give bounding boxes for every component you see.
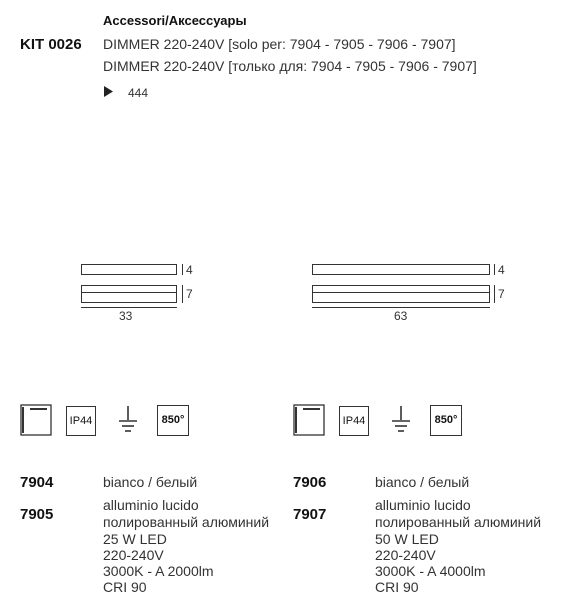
small-dim-line-top [182,264,183,275]
power-spec: 50 W LED [375,531,439,547]
product-code: 7907 [293,506,327,523]
small-dim-line-bottom [182,285,183,303]
light-spec: 3000K - A 2000lm [103,563,214,579]
light-spec: 3000K - A 4000lm [375,563,486,579]
ground-icon [389,404,413,438]
small-height-bottom-label: 7 [186,287,193,301]
large-height-top-label: 4 [498,263,505,277]
ref-number: 444 [128,86,149,100]
large-fixture-side-view [312,285,490,303]
glow-wire-badge [157,405,189,436]
large-height-bottom-label: 7 [498,287,505,301]
small-height-top-label: 4 [186,263,193,277]
ip-rating-badge [66,406,96,436]
voltage-spec: 220-240V [103,547,164,563]
small-fixture-side-view [81,285,177,303]
ip-rating-label: IP44 [342,415,366,427]
dimmer-text-it: DIMMER 220-240V [solo per: 7904 - 7905 - 7906 - 7907] [103,36,456,52]
finish-aluminium-it: alluminio lucido [103,497,199,513]
product-code: 7905 [20,506,54,523]
finish-aluminium-ru: полированный алюминий [375,514,542,530]
small-dim-line-width [81,307,177,308]
large-dim-line-bottom [494,285,495,303]
finish-white: bianco / белый [375,474,470,490]
ip-rating-label: IP44 [69,415,93,427]
wall-mount-icon [293,404,325,436]
product-code: 7904 [20,474,54,491]
large-dim-line-top [494,264,495,275]
glow-wire-label: 850° [161,414,185,426]
wall-mount-icon [20,404,52,436]
ground-icon [116,404,140,438]
finish-aluminium-ru: полированный алюминий [103,514,270,530]
product-code: 7906 [293,474,327,491]
play-arrow-icon [104,86,113,97]
small-fixture-top-view [81,264,177,275]
finish-aluminium-it: alluminio lucido [375,497,471,513]
small-width-label: 33 [119,309,133,323]
large-width-label: 63 [394,309,408,323]
cri-spec: CRI 90 [103,579,147,595]
finish-white: bianco / белый [103,474,198,490]
glow-wire-badge [430,405,462,436]
large-fixture-top-view [312,264,490,275]
dimmer-text-ru: DIMMER 220-240V [только для: 7904 - 7905 - 7906 - 7907] [103,58,477,74]
power-spec: 25 W LED [103,531,167,547]
large-dim-line-width [312,307,490,308]
voltage-spec: 220-240V [375,547,436,563]
cri-spec: CRI 90 [375,579,419,595]
kit-code: KIT 0026 [20,36,82,53]
ip-rating-badge [339,406,369,436]
accessories-title: Accessori/Аксессуары [103,13,247,28]
glow-wire-label: 850° [434,414,458,426]
